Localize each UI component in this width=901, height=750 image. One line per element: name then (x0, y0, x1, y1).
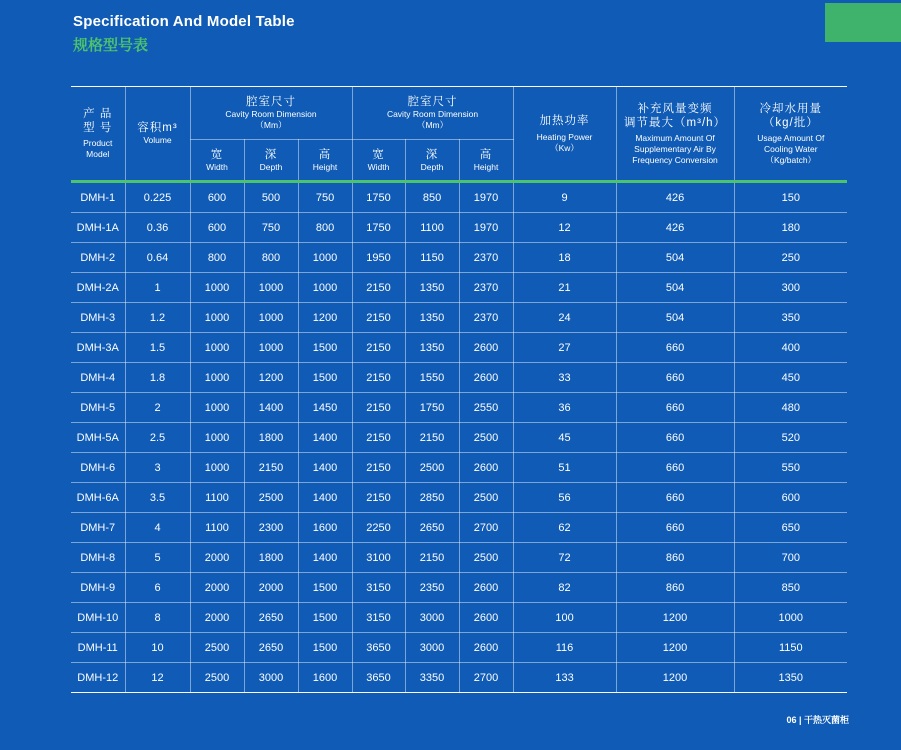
cell-volume: 1.2 (125, 303, 190, 333)
cell-volume: 0.225 (125, 182, 190, 213)
cell-cooling-water: 250 (734, 243, 847, 273)
cell-width: 1000 (190, 273, 244, 303)
cell-model: DMH-12 (71, 663, 125, 693)
cell-cooling-water: 480 (734, 393, 847, 423)
table-row (71, 603, 847, 633)
cell-supplementary-air: 504 (616, 303, 734, 333)
cell-model: DMH-1 (71, 182, 125, 213)
cell-width-2: 2150 (352, 273, 405, 303)
cell-cooling-water: 520 (734, 423, 847, 453)
cell-supplementary-air: 660 (616, 453, 734, 483)
cell-width: 2500 (190, 633, 244, 663)
cell-height-2: 2600 (459, 603, 513, 633)
cell-volume: 6 (125, 573, 190, 603)
cell-width: 1000 (190, 423, 244, 453)
page-footer: 06 | 干热灭菌柜 (786, 715, 849, 725)
cell-heating-power: 56 (513, 483, 616, 513)
cell-depth: 2650 (244, 603, 298, 633)
table-row (71, 243, 847, 273)
cell-width: 600 (190, 182, 244, 213)
cell-volume: 4 (125, 513, 190, 543)
table-row (71, 273, 847, 303)
cell-height: 750 (298, 182, 352, 213)
cell-depth: 1000 (244, 273, 298, 303)
table-row (71, 182, 847, 213)
cell-height-2: 2600 (459, 453, 513, 483)
cell-cooling-water: 650 (734, 513, 847, 543)
cell-width-2: 1750 (352, 182, 405, 213)
cell-height: 1400 (298, 423, 352, 453)
cell-width: 2000 (190, 573, 244, 603)
cell-cooling-water: 600 (734, 483, 847, 513)
cell-supplementary-air: 660 (616, 513, 734, 543)
cell-depth: 500 (244, 182, 298, 213)
cell-heating-power: 82 (513, 573, 616, 603)
cell-height-2: 2500 (459, 483, 513, 513)
cell-depth-2: 1150 (405, 243, 459, 273)
cell-volume: 0.64 (125, 243, 190, 273)
cell-width-2: 3150 (352, 573, 405, 603)
cell-depth: 1200 (244, 363, 298, 393)
subheader-depth-2: 深 Depth (405, 140, 459, 182)
cell-width-2: 3650 (352, 633, 405, 663)
cell-model: DMH-4 (71, 363, 125, 393)
cell-supplementary-air: 426 (616, 182, 734, 213)
cell-depth: 750 (244, 213, 298, 243)
cell-depth-2: 1750 (405, 393, 459, 423)
cell-supplementary-air: 504 (616, 273, 734, 303)
cell-depth-2: 2150 (405, 423, 459, 453)
cell-width-2: 2150 (352, 363, 405, 393)
cell-volume: 1.8 (125, 363, 190, 393)
table-row (71, 513, 847, 543)
cell-model: DMH-11 (71, 633, 125, 663)
cell-width-2: 1950 (352, 243, 405, 273)
cell-heating-power: 100 (513, 603, 616, 633)
cell-height: 1000 (298, 243, 352, 273)
cell-depth-2: 2650 (405, 513, 459, 543)
cell-depth: 2500 (244, 483, 298, 513)
cell-width: 1000 (190, 333, 244, 363)
cell-width-2: 2150 (352, 333, 405, 363)
cell-height-2: 1970 (459, 182, 513, 213)
cell-width: 1000 (190, 363, 244, 393)
cell-cooling-water: 1150 (734, 633, 847, 663)
cell-volume: 1.5 (125, 333, 190, 363)
cell-model: DMH-9 (71, 573, 125, 603)
cell-cooling-water: 850 (734, 573, 847, 603)
cell-depth-2: 1350 (405, 303, 459, 333)
cell-width: 1100 (190, 483, 244, 513)
cell-depth-2: 3350 (405, 663, 459, 693)
table-row (71, 663, 847, 693)
header-product-model: 产 品 型 号 Product Model (71, 87, 125, 182)
cell-model: DMH-5 (71, 393, 125, 423)
cell-width-2: 3650 (352, 663, 405, 693)
cell-volume: 12 (125, 663, 190, 693)
cell-heating-power: 24 (513, 303, 616, 333)
cell-supplementary-air: 860 (616, 543, 734, 573)
cell-height: 1500 (298, 363, 352, 393)
cell-depth-2: 1100 (405, 213, 459, 243)
cell-depth-2: 1350 (405, 273, 459, 303)
cell-width: 600 (190, 213, 244, 243)
cell-width: 1000 (190, 453, 244, 483)
table-row (71, 213, 847, 243)
cell-heating-power: 21 (513, 273, 616, 303)
table-row (71, 573, 847, 603)
cell-supplementary-air: 504 (616, 243, 734, 273)
subheader-height: 高 Height (298, 140, 352, 182)
cell-depth-2: 3000 (405, 633, 459, 663)
cell-depth-2: 1350 (405, 333, 459, 363)
cell-height-2: 2700 (459, 663, 513, 693)
cell-model: DMH-6A (71, 483, 125, 513)
cell-depth-2: 2150 (405, 543, 459, 573)
page-title-cn: 规格型号表 (73, 37, 149, 54)
cell-volume: 2 (125, 393, 190, 423)
cell-height: 1600 (298, 663, 352, 693)
cell-depth-2: 2850 (405, 483, 459, 513)
cell-heating-power: 133 (513, 663, 616, 693)
cell-volume: 8 (125, 603, 190, 633)
cell-depth: 2150 (244, 453, 298, 483)
cell-heating-power: 45 (513, 423, 616, 453)
spec-table-body (71, 182, 847, 693)
cell-width-2: 2150 (352, 453, 405, 483)
subheader-depth: 深 Depth (244, 140, 298, 182)
cell-height-2: 2600 (459, 573, 513, 603)
table-row (71, 333, 847, 363)
cell-heating-power: 72 (513, 543, 616, 573)
table-row (71, 363, 847, 393)
cell-width: 2000 (190, 603, 244, 633)
cell-heating-power: 116 (513, 633, 616, 663)
cell-depth-2: 2350 (405, 573, 459, 603)
cell-height: 1400 (298, 483, 352, 513)
cell-model: DMH-10 (71, 603, 125, 633)
cell-height-2: 2500 (459, 423, 513, 453)
cell-width: 1100 (190, 513, 244, 543)
cell-heating-power: 33 (513, 363, 616, 393)
cell-depth: 1400 (244, 393, 298, 423)
cell-heating-power: 51 (513, 453, 616, 483)
cell-heating-power: 18 (513, 243, 616, 273)
cell-width-2: 2150 (352, 393, 405, 423)
cell-depth: 2650 (244, 633, 298, 663)
cell-model: DMH-7 (71, 513, 125, 543)
table-row (71, 393, 847, 423)
cell-width-2: 3150 (352, 603, 405, 633)
cell-cooling-water: 550 (734, 453, 847, 483)
cell-cooling-water: 450 (734, 363, 847, 393)
cell-depth: 2300 (244, 513, 298, 543)
header-volume: 容积m³ Volume (125, 87, 190, 182)
cell-width-2: 2250 (352, 513, 405, 543)
cell-height: 1500 (298, 603, 352, 633)
cell-depth: 800 (244, 243, 298, 273)
header-cooling-water: 冷却水用量 （kg/批） Usage Amount Of Cooling Water （Kg/batch） (734, 87, 847, 182)
cell-volume: 0.36 (125, 213, 190, 243)
cell-depth-2: 1550 (405, 363, 459, 393)
cell-height-2: 2370 (459, 273, 513, 303)
cell-supplementary-air: 860 (616, 573, 734, 603)
cell-supplementary-air: 660 (616, 423, 734, 453)
cell-supplementary-air: 660 (616, 393, 734, 423)
cell-model: DMH-8 (71, 543, 125, 573)
header-supplementary-air: 补充风量变频 调节最大（m³/h） Maximum Amount Of Supplementary Air By Frequency Conversion (616, 87, 734, 182)
cell-supplementary-air: 1200 (616, 633, 734, 663)
table-row (71, 633, 847, 663)
cell-depth: 1800 (244, 543, 298, 573)
cell-height-2: 2600 (459, 333, 513, 363)
cell-height: 1400 (298, 543, 352, 573)
cell-height: 1500 (298, 333, 352, 363)
cell-height-2: 2500 (459, 543, 513, 573)
table-row (71, 303, 847, 333)
cell-height: 1500 (298, 633, 352, 663)
corner-accent-tab (825, 3, 901, 42)
header-cavity-dimension: 腔室尺寸 Cavity Room Dimension （Mm） (190, 87, 352, 140)
cell-width: 1000 (190, 393, 244, 423)
cell-height-2: 2370 (459, 303, 513, 333)
header-cavity-dimension-2: 腔室尺寸 Cavity Room Dimension （Mm） (352, 87, 513, 140)
cell-width: 800 (190, 243, 244, 273)
cell-supplementary-air: 1200 (616, 663, 734, 693)
cell-height: 1600 (298, 513, 352, 543)
subheader-width-2: 宽 Width (352, 140, 405, 182)
table-row (71, 543, 847, 573)
cell-volume: 1 (125, 273, 190, 303)
cell-cooling-water: 150 (734, 182, 847, 213)
cell-depth-2: 2500 (405, 453, 459, 483)
cell-model: DMH-5A (71, 423, 125, 453)
cell-model: DMH-1A (71, 213, 125, 243)
cell-heating-power: 9 (513, 182, 616, 213)
cell-height: 1500 (298, 573, 352, 603)
cell-height-2: 1970 (459, 213, 513, 243)
spec-table (71, 86, 847, 693)
cell-volume: 5 (125, 543, 190, 573)
table-row (71, 423, 847, 453)
page-title-en: Specification And Model Table (73, 13, 295, 30)
cell-heating-power: 62 (513, 513, 616, 543)
cell-supplementary-air: 660 (616, 483, 734, 513)
cell-volume: 3 (125, 453, 190, 483)
cell-height: 1200 (298, 303, 352, 333)
cell-depth-2: 850 (405, 182, 459, 213)
cell-model: DMH-2 (71, 243, 125, 273)
cell-width-2: 2150 (352, 303, 405, 333)
cell-cooling-water: 350 (734, 303, 847, 333)
cell-depth: 1000 (244, 333, 298, 363)
subheader-height-2: 高 Height (459, 140, 513, 182)
cell-width-2: 2150 (352, 483, 405, 513)
cell-supplementary-air: 660 (616, 333, 734, 363)
cell-height: 800 (298, 213, 352, 243)
cell-model: DMH-3A (71, 333, 125, 363)
cell-supplementary-air: 1200 (616, 603, 734, 633)
cell-width: 2000 (190, 543, 244, 573)
cell-depth: 1800 (244, 423, 298, 453)
cell-supplementary-air: 660 (616, 363, 734, 393)
cell-heating-power: 12 (513, 213, 616, 243)
cell-cooling-water: 300 (734, 273, 847, 303)
cell-model: DMH-2A (71, 273, 125, 303)
cell-depth: 1000 (244, 303, 298, 333)
cell-depth-2: 3000 (405, 603, 459, 633)
cell-height: 1000 (298, 273, 352, 303)
cell-width-2: 1750 (352, 213, 405, 243)
cell-height-2: 2700 (459, 513, 513, 543)
header-heating-power: 加热功率 Heating Power （Kw） (513, 87, 616, 182)
cell-depth: 3000 (244, 663, 298, 693)
cell-height-2: 2550 (459, 393, 513, 423)
cell-cooling-water: 1350 (734, 663, 847, 693)
cell-model: DMH-3 (71, 303, 125, 333)
cell-heating-power: 36 (513, 393, 616, 423)
cell-height: 1400 (298, 453, 352, 483)
cell-height-2: 2600 (459, 633, 513, 663)
cell-heating-power: 27 (513, 333, 616, 363)
cell-supplementary-air: 426 (616, 213, 734, 243)
cell-volume: 10 (125, 633, 190, 663)
subheader-width: 宽 Width (190, 140, 244, 182)
cell-cooling-water: 1000 (734, 603, 847, 633)
table-row (71, 453, 847, 483)
cell-width: 1000 (190, 303, 244, 333)
cell-depth: 2000 (244, 573, 298, 603)
cell-cooling-water: 180 (734, 213, 847, 243)
cell-width-2: 2150 (352, 423, 405, 453)
cell-cooling-water: 700 (734, 543, 847, 573)
cell-height-2: 2370 (459, 243, 513, 273)
cell-volume: 2.5 (125, 423, 190, 453)
cell-cooling-water: 400 (734, 333, 847, 363)
cell-height-2: 2600 (459, 363, 513, 393)
cell-width: 2500 (190, 663, 244, 693)
cell-model: DMH-6 (71, 453, 125, 483)
table-row (71, 483, 847, 513)
cell-volume: 3.5 (125, 483, 190, 513)
cell-width-2: 3100 (352, 543, 405, 573)
cell-height: 1450 (298, 393, 352, 423)
